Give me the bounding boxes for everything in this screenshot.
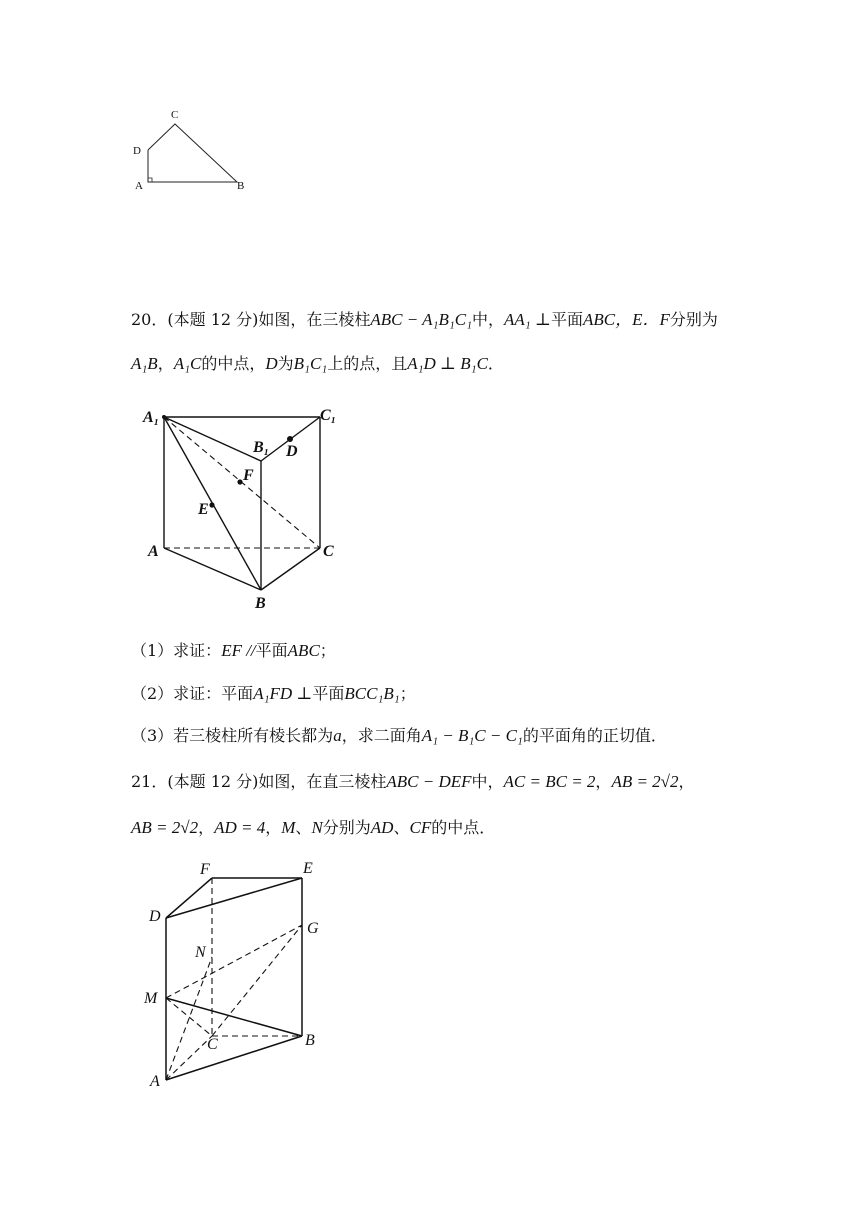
label-c: C [323, 543, 334, 560]
label-d: D [149, 908, 161, 925]
label-f: F [243, 467, 254, 484]
label-c: C [171, 109, 179, 121]
label-b: B [255, 595, 266, 612]
q20-part3: （3）若三棱柱所有棱长都为a，求二面角A₁ − B₁C − C₁的平面角的正切值． [131, 726, 667, 745]
label-n: N [195, 944, 206, 961]
prism-figure-q20 [140, 400, 350, 615]
label-d: D [133, 145, 141, 157]
label-b1: B₁ [253, 439, 270, 456]
label-a: A [135, 180, 143, 192]
prism-figure-q21 [140, 855, 340, 1095]
quadrilateral-figure [125, 102, 265, 202]
q21-line1: 21．(本题 12 分)如图，在直三棱柱ABC − DEF中，AC = BC = 2，AB = 2√2， [131, 772, 695, 791]
q20-part1: （1）求证：EF //平面ABC； [131, 641, 336, 660]
label-b: B [237, 180, 245, 192]
label-d: D [286, 443, 298, 460]
label-c1: C₁ [320, 407, 337, 424]
q21-line2: AB = 2√2，AD = 4，M、N分别为AD、CF的中点． [131, 818, 496, 837]
label-a1: A₁ [143, 409, 160, 426]
label-c: C [207, 1036, 218, 1053]
label-a: A [150, 1073, 160, 1090]
label-a: A [148, 543, 159, 560]
label-m: M [144, 990, 158, 1007]
q20-part2: （2）求证：平面A₁FD ⊥平面BCC₁B₁； [131, 684, 416, 703]
label-g: G [307, 920, 319, 937]
label-b: B [305, 1032, 315, 1049]
q20-line1: 20．(本题 12 分)如图，在三棱柱ABC − A₁B₁C₁中，AA₁ ⊥平面ABC，E．F分别为 [131, 310, 718, 329]
label-e: E [303, 860, 313, 877]
label-e: E [198, 501, 209, 518]
q20-line2: A₁B，A₁C的中点，D为B₁C₁上的点，且A₁D ⊥ B₁C． [131, 354, 504, 373]
label-f: F [200, 861, 210, 878]
